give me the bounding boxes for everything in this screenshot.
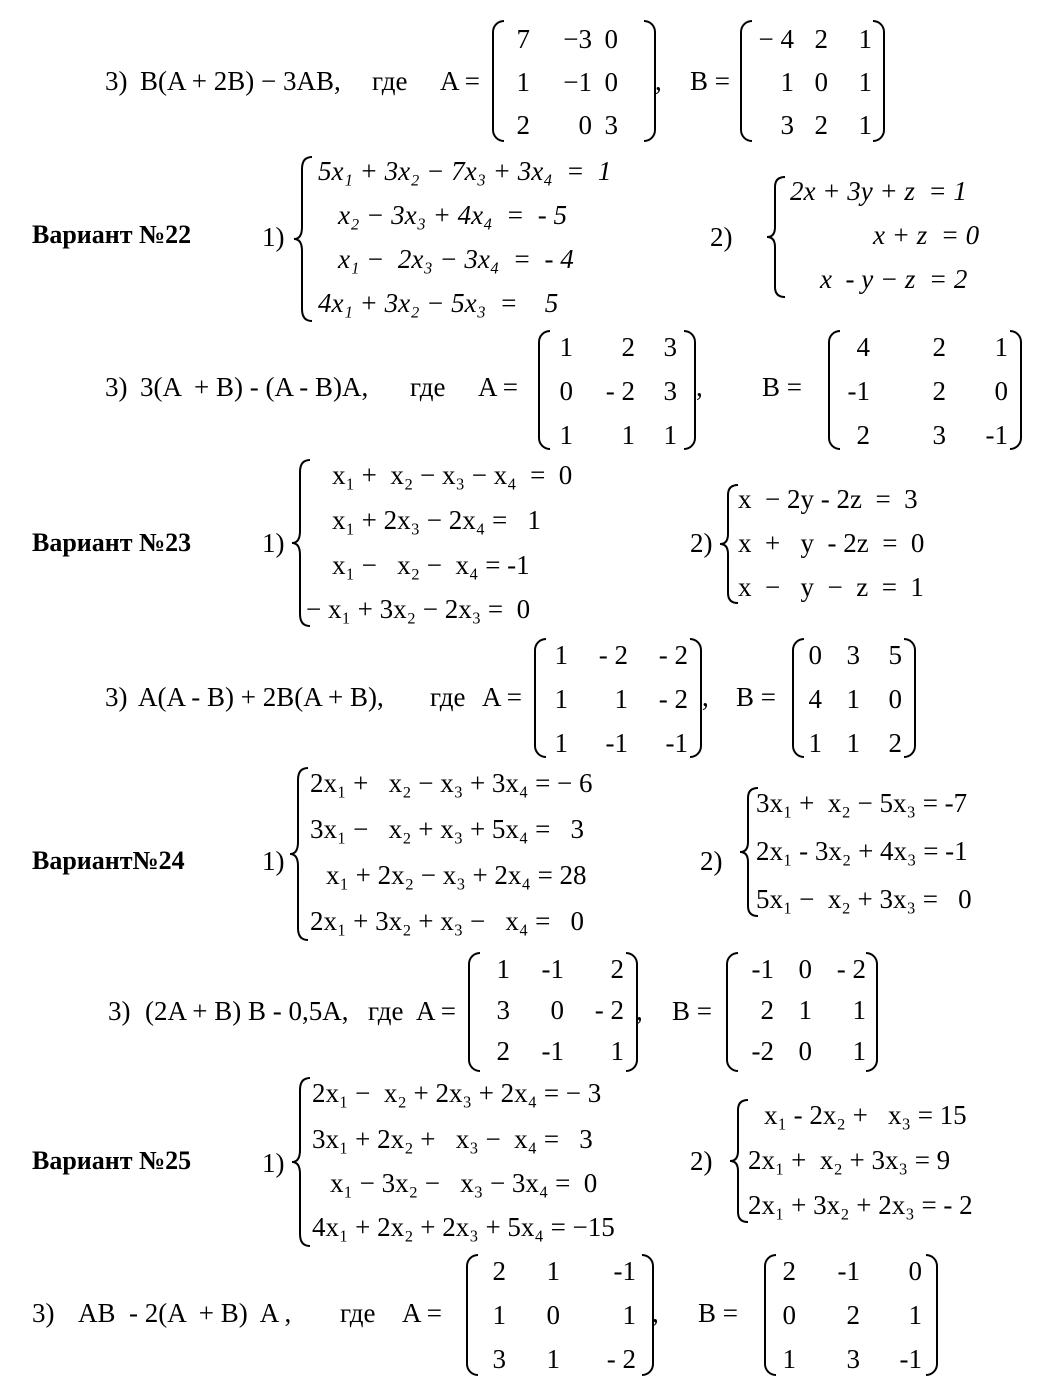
matrix-cell: 0 (546, 1300, 560, 1330)
matrix-cell: 1 (846, 728, 860, 758)
equation-row: 5x₁ + 3x₂ − 7x₃ + 3x₄ = 1 (318, 156, 612, 186)
matrix-cell: 1 (554, 728, 568, 758)
left-paren (468, 952, 480, 1072)
matrix-a-label: A = (478, 372, 518, 402)
matrix-cell: 2 (888, 728, 902, 758)
equation-row: 3x₁ + 2x₂ + x₃ − x₄ = 3 (312, 1124, 593, 1154)
matrix-cell: 0 (908, 1256, 922, 1286)
matrix-cell: 2 (932, 376, 946, 406)
matrix-cell: -1 (985, 420, 1008, 450)
matrix-cell: 1 (622, 1300, 636, 1330)
equation-row: x₁ − 2x₃ − 3x₄ = - 4 (338, 244, 574, 274)
task-label: 3) (108, 996, 131, 1026)
matrix-cell: 2 (814, 24, 828, 54)
equation-row: 3x₁ + x₂ − 5x₃ = -7 (756, 788, 968, 818)
task-label: 1) (262, 846, 285, 876)
equation-row: 4x₁ + 2x₂ + 2x₃ + 5x₄ = −15 (312, 1212, 615, 1242)
matrix-cell: 1 (559, 332, 573, 362)
left-paren (828, 330, 840, 450)
matrix-cell: 1 (858, 110, 872, 140)
matrix-b-label: B = (762, 372, 802, 402)
matrix-a-label: A = (482, 682, 522, 712)
matrix-cell: 1 (858, 67, 872, 97)
left-paren (466, 1254, 478, 1376)
left-paren (792, 638, 804, 758)
matrix-cell: 0 (550, 995, 564, 1025)
matrix-cell: - 2 (836, 954, 866, 984)
matrix-cell: -1 (751, 954, 774, 984)
matrix-a-label: A = (440, 66, 480, 96)
matrix-cell: 1 (546, 1256, 560, 1286)
left-paren (764, 1254, 776, 1376)
matrix-cell: 1 (852, 995, 866, 1025)
matrix-cell: 3 (496, 995, 510, 1025)
matrix-cell: 0 (888, 684, 902, 714)
right-paren (873, 20, 885, 142)
task-label: 1) (262, 222, 285, 252)
matrix-cell: 1 (614, 684, 628, 714)
matrix-expression: B(A + 2B) − 3AB, (140, 66, 341, 96)
task-label: 3) (105, 372, 128, 402)
matrix-cell: 1 (559, 420, 573, 450)
matrix-cell: - 2 (598, 640, 628, 670)
matrix-a-label: A = (402, 1298, 442, 1328)
left-paren (740, 20, 752, 142)
matrix-cell: 2 (496, 1036, 510, 1066)
equation-row: 2x₁ + 3x₂ + 2x₃ = - 2 (748, 1190, 973, 1220)
matrix-cell: 0 (814, 67, 828, 97)
matrix-cell: 3 (932, 420, 946, 450)
matrix-cell: -1 (665, 728, 688, 758)
comma: , (652, 1298, 659, 1328)
matrix-cell: 3 (604, 110, 618, 140)
matrix-cell: - 2 (606, 1344, 636, 1374)
left-brace (292, 155, 314, 323)
matrix-cell: 0 (559, 376, 573, 406)
matrix-cell: 1 (496, 954, 510, 984)
matrix-b-label: B = (698, 1298, 738, 1328)
variant-title: Вариант№24 (32, 846, 185, 875)
matrix-cell: 7 (516, 24, 530, 54)
matrix-cell: 1 (846, 684, 860, 714)
matrix-cell: 1 (798, 995, 812, 1025)
equation-row: x₁ + x₂ − x₃ − x₄ = 0 (332, 460, 573, 490)
matrix-cell: 3 (846, 640, 860, 670)
matrix-b-label: B = (690, 66, 730, 96)
matrix-expression: A(A - B) + 2B(A + B), (138, 682, 384, 712)
equation-row: x − y − z = 1 (738, 572, 924, 602)
left-brace (288, 766, 310, 942)
matrix-cell: 1 (610, 1036, 624, 1066)
matrix-expression: 3(A + B) - (A - B)A, (140, 372, 369, 402)
equation-row: 2x₁ + x₂ − x₃ + 3x₄ = − 6 (310, 768, 593, 798)
task-label: 3) (105, 682, 128, 712)
matrix-cell: -1 (847, 376, 870, 406)
matrix-cell: 2 (610, 954, 624, 984)
equation-row: x₁ − x₂ − x₄ = -1 (332, 550, 530, 580)
matrix-cell: 1 (554, 640, 568, 670)
matrix-cell: 5 (888, 640, 902, 670)
matrix-cell: 1 (546, 1344, 560, 1374)
left-paren (492, 20, 504, 142)
where-word: где (368, 996, 404, 1026)
matrix-cell: −1 (563, 67, 592, 97)
matrix-cell: -1 (541, 954, 564, 984)
matrix-cell: 1 (554, 684, 568, 714)
matrix-cell: -1 (899, 1344, 922, 1374)
matrix-cell: 1 (852, 1036, 866, 1066)
matrix-cell: 3 (663, 332, 677, 362)
task-label: 2) (690, 528, 713, 558)
matrix-cell: -1 (541, 1036, 564, 1066)
task-label: 2) (710, 222, 733, 252)
comma: , (702, 682, 709, 712)
left-brace (728, 1098, 750, 1224)
left-paren (534, 638, 546, 758)
equation-row: x₁ + 2x₂ − x₃ + 2x₄ = 28 (326, 860, 587, 890)
matrix-cell: - 2 (594, 995, 624, 1025)
equation-row: x + z = 0 (873, 220, 980, 250)
matrix-cell: 0 (798, 1036, 812, 1066)
matrix-cell: - 2 (658, 640, 688, 670)
task-label: 2) (700, 846, 723, 876)
matrix-cell: 1 (908, 1300, 922, 1330)
equation-row: x₁ - 2x₂ + x₃ = 15 (764, 1100, 967, 1130)
matrix-cell: 0 (604, 24, 618, 54)
matrix-b-label: B = (672, 996, 712, 1026)
matrix-expression: AB - 2(A + B) A , (78, 1298, 292, 1328)
matrix-a-label: A = (416, 996, 456, 1026)
matrix-cell: 1 (780, 67, 794, 97)
equation-row: 2x₁ + x₂ + 3x₃ = 9 (748, 1145, 951, 1175)
left-brace (290, 1076, 312, 1248)
matrix-cell: − 4 (758, 24, 794, 54)
equation-row: x - y − z = 2 (820, 264, 968, 294)
comma: , (655, 66, 662, 96)
matrix-expression: (2A + B) B - 0,5A, (145, 996, 349, 1026)
matrix-cell: -1 (605, 728, 628, 758)
comma: , (696, 372, 703, 402)
right-paren (904, 638, 916, 758)
task-label: 3) (32, 1298, 55, 1328)
equation-row: x + y - 2z = 0 (738, 528, 925, 558)
matrix-cell: 1 (663, 420, 677, 450)
matrix-cell: 3 (846, 1344, 860, 1374)
equation-row: x₁ − 3x₂ − x₃ − 3x₄ = 0 (330, 1168, 598, 1198)
left-brace (718, 483, 740, 605)
matrix-cell: 4 (856, 332, 870, 362)
matrix-cell: - 2 (658, 684, 688, 714)
matrix-cell: 2 (846, 1300, 860, 1330)
equation-row: 2x₁ + 3x₂ + x₃ − x₄ = 0 (310, 906, 585, 936)
right-paren (926, 1254, 938, 1376)
right-paren (866, 952, 878, 1072)
matrix-cell: 4 (808, 684, 822, 714)
equation-row: 2x + 3y + z = 1 (790, 176, 967, 206)
matrix-cell: 2 (492, 1256, 506, 1286)
equation-row: 4x₁ + 3x₂ − 5x₃ = 5 (318, 288, 559, 318)
matrix-cell: 2 (516, 110, 530, 140)
matrix-cell: 2 (932, 332, 946, 362)
variant-title: Вариант №23 (32, 528, 192, 557)
matrix-cell: 0 (578, 110, 592, 140)
where-word: где (340, 1298, 376, 1328)
where-word: где (372, 66, 408, 96)
matrix-cell: 0 (782, 1300, 796, 1330)
matrix-cell: 0 (808, 640, 822, 670)
matrix-cell: 1 (994, 332, 1008, 362)
equation-row: 2x₁ − x₂ + 2x₃ + 2x₄ = − 3 (312, 1078, 602, 1108)
equation-row: x₁ + 2x₃ − 2x₄ = 1 (332, 505, 541, 535)
matrix-cell: 0 (604, 67, 618, 97)
matrix-cell: 0 (994, 376, 1008, 406)
equation-row: − x₁ + 3x₂ − 2x₃ = 0 (306, 594, 531, 624)
matrix-cell: 1 (621, 420, 635, 450)
task-label: 1) (262, 1148, 285, 1178)
matrix-cell: 1 (782, 1344, 796, 1374)
equation-row: x − 2y - 2z = 3 (738, 484, 918, 514)
matrix-cell: 2 (621, 332, 635, 362)
where-word: где (410, 372, 446, 402)
where-word: где (430, 682, 466, 712)
equation-row: 3x₁ − x₂ + x₃ + 5x₄ = 3 (310, 814, 585, 844)
matrix-cell: 3 (492, 1344, 506, 1374)
left-paren (726, 952, 738, 1072)
matrix-cell: −3 (563, 24, 592, 54)
right-paren (684, 330, 696, 450)
matrix-cell: 2 (856, 420, 870, 450)
matrix-cell: 2 (782, 1256, 796, 1286)
equation-row: x₂ − 3x₃ + 4x₄ = - 5 (338, 200, 568, 230)
matrix-cell: 2 (760, 995, 774, 1025)
matrix-cell: 0 (798, 954, 812, 984)
equation-row: 5x₁ − x₂ + 3x₃ = 0 (756, 884, 972, 914)
left-paren (538, 330, 550, 450)
equation-row: 2x₁ - 3x₂ + 4x₃ = -1 (756, 836, 968, 866)
matrix-cell: -2 (751, 1036, 774, 1066)
matrix-cell: 1 (808, 728, 822, 758)
matrix-cell: -1 (837, 1256, 860, 1286)
matrix-cell: 3 (780, 110, 794, 140)
matrix-cell: - 2 (605, 376, 635, 406)
variant-title: Вариант №22 (32, 220, 192, 249)
matrix-cell: 1 (492, 1300, 506, 1330)
variant-title: Вариант №25 (32, 1146, 192, 1175)
matrix-cell: 3 (663, 376, 677, 406)
matrix-cell: 1 (858, 24, 872, 54)
task-label: 1) (262, 528, 285, 558)
matrix-cell: 1 (516, 67, 530, 97)
left-brace (765, 175, 787, 300)
matrix-b-label: B = (736, 682, 776, 712)
task-label: 2) (690, 1146, 713, 1176)
matrix-cell: -1 (613, 1256, 636, 1286)
comma: , (636, 996, 643, 1026)
right-paren (690, 638, 702, 758)
task-label: 3) (105, 66, 128, 96)
right-paren (1010, 330, 1022, 450)
matrix-cell: 2 (814, 110, 828, 140)
